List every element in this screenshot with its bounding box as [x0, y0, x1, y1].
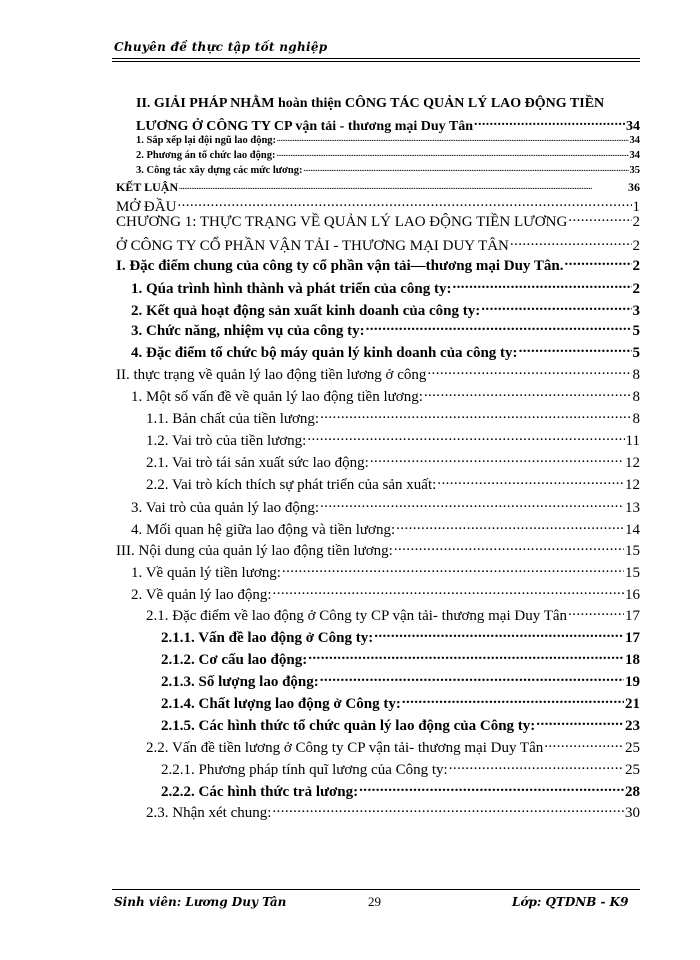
toc-entry-title: MỞ ĐẦU	[116, 198, 177, 215]
leader-dots	[366, 319, 632, 335]
toc-entry-title: Ở CÔNG TY CỔ PHẦN VẬN TẢI - THƯƠNG MẠI DUY TÂN	[116, 237, 509, 254]
toc-entry-page: 30	[625, 804, 640, 821]
toc-entry-title: 2.2. Vấn đề tiền lương ở Công ty CP vận tải- thương mại Duy Tân	[146, 739, 544, 756]
leader-dots	[402, 692, 624, 708]
toc-entry	[136, 132, 640, 146]
toc-entry-title: 2. Phương án tổ chức lao động:	[136, 150, 276, 162]
footer-class: Lớp: QTDNB - K9	[512, 895, 629, 909]
leader-dots	[568, 210, 631, 226]
running-header: Chuyên đề thực tập tốt nghiệp	[114, 40, 328, 54]
toc-entry-title: 1. Sắp xếp lại đội ngũ lao động:	[136, 135, 277, 147]
toc-entry-title: 2.1. Đặc điểm về lao động ở Công ty CP vận tải- thương mại Duy Tân	[146, 607, 568, 624]
toc-entry-page: 25	[625, 761, 640, 778]
toc-entry	[161, 670, 640, 691]
toc-entry-title: 3. Chức năng, nhiệm vụ của công ty:	[131, 322, 365, 339]
toc-entry-page: 34	[629, 135, 640, 147]
toc-entry	[131, 385, 640, 406]
toc-entry-page: 34	[626, 118, 640, 134]
leader-dots	[273, 583, 624, 599]
toc-entry-page: 2	[632, 237, 640, 254]
toc-entry-title: 2.1.3. Số lượng lao động:	[161, 673, 319, 690]
leader-dots	[370, 451, 624, 467]
toc-entry	[146, 736, 640, 757]
toc-entry-page: 11	[625, 432, 640, 449]
leader-dots	[374, 626, 624, 642]
leader-dots	[424, 385, 632, 401]
leader-dots	[565, 254, 632, 270]
toc-entry-title: LƯƠNG Ở CÔNG TY CP vận tải - thương mại Duy Tân	[136, 118, 474, 134]
toc-entry-title: 2.1.2. Cơ cấu lao động:	[161, 651, 308, 668]
toc-entry-title: 3. Công tác xây dựng các mức lương:	[136, 165, 303, 177]
toc-entry	[161, 692, 640, 713]
toc-entry	[131, 319, 640, 340]
toc-entry	[116, 178, 640, 195]
toc-entry-title: 4. Đặc điểm tổ chức bộ máy quản lý kinh doanh của công ty:	[131, 344, 518, 361]
toc-entry-page: 1	[632, 198, 640, 215]
toc-entry-page: 2	[632, 213, 640, 230]
toc-entry-title: CHƯƠNG 1: THỰC TRẠNG VỀ QUẢN LÝ LAO ĐỘNG TIỀN LƯƠNG	[116, 213, 568, 230]
toc-entry-title: 1. Qúa trình hình thành và phát triển của công ty:	[131, 280, 452, 297]
leader-dots	[452, 277, 631, 293]
toc-entry-page: 18	[625, 651, 640, 668]
leader-dots	[320, 670, 624, 686]
toc-entry-page: 2	[632, 280, 640, 297]
toc-entry	[146, 801, 640, 822]
leader-dots	[396, 518, 624, 534]
toc-entry-page: 16	[625, 586, 640, 603]
toc-entry	[146, 451, 640, 472]
footer-student: Sinh viên: Lương Duy Tân	[114, 895, 287, 909]
toc-entry-page: 2	[632, 257, 640, 274]
toc-entry	[131, 561, 640, 582]
leader-dots	[320, 407, 631, 423]
leader-dots	[544, 736, 624, 752]
toc-entry	[116, 254, 640, 275]
toc-entry-page: 25	[625, 739, 640, 756]
leader-dots	[427, 363, 631, 379]
toc-entry	[161, 780, 640, 801]
leader-dots	[394, 539, 624, 555]
leader-dots	[449, 758, 624, 774]
toc-entry-page: 5	[632, 322, 640, 339]
toc-entry-title: 2.3. Nhận xét chung:	[146, 804, 272, 821]
leader-dots	[303, 162, 628, 173]
toc-entry-page: 12	[625, 476, 640, 493]
toc-entry-title: 2.1. Vai trò tái sản xuất sức lao động:	[146, 454, 369, 471]
toc-entry-page: 13	[625, 499, 640, 516]
toc-entry-title: 2.2. Vai trò kích thích sự phát triển của sản xuất:	[146, 476, 437, 493]
leader-dots	[519, 341, 632, 357]
toc-entry-title: 2. Kết quả hoạt động sản xuất kinh doanh của công ty:	[131, 302, 481, 319]
toc-entry-page: 28	[625, 783, 640, 800]
toc-entry-title: KẾT LUẬN	[116, 179, 179, 194]
toc-entry-page: 8	[632, 388, 640, 405]
toc-entry-title: I. Đặc điểm chung của công ty cổ phần vận tải—thương mại Duy Tân.	[116, 257, 564, 274]
toc-entry	[161, 714, 640, 735]
toc-entry	[116, 539, 640, 560]
header-rule-bottom	[112, 61, 640, 62]
header-rule-top	[112, 58, 640, 59]
toc-entry	[136, 162, 640, 176]
toc-entry-page: 8	[632, 366, 640, 383]
toc-entry-title: 2.1.1. Vấn đề lao động ở Công ty:	[161, 629, 374, 646]
toc-entry	[131, 496, 640, 517]
toc-entry-title: 4. Mối quan hệ giữa lao động và tiền lương:	[131, 521, 396, 538]
toc-entry-page: 14	[625, 521, 640, 538]
leader-dots	[320, 496, 624, 512]
leader-dots	[179, 178, 627, 191]
leader-dots	[510, 234, 632, 250]
toc-entry-title: 2.1.5. Các hình thức tổ chức quản lý lao động của Công ty:	[161, 717, 536, 734]
toc-entry	[146, 429, 640, 450]
leader-dots	[474, 115, 625, 130]
toc-entry-title: 2. Về quản lý lao động:	[131, 586, 272, 603]
toc-entry-page: 19	[625, 673, 640, 690]
toc-entry	[116, 210, 640, 231]
toc-entry	[116, 363, 640, 384]
leader-dots	[481, 299, 631, 315]
toc-entry-page: 34	[629, 150, 640, 162]
toc-entry-page: 15	[625, 542, 640, 559]
toc-entry	[131, 341, 640, 362]
toc-entry-page: 8	[632, 410, 640, 427]
leader-dots	[568, 604, 624, 620]
footer-page-number: 29	[368, 894, 381, 909]
toc-entry	[131, 277, 640, 298]
leader-dots	[272, 801, 624, 817]
leader-dots	[277, 132, 628, 143]
toc-entry	[161, 758, 640, 779]
toc-entry	[146, 407, 640, 428]
leader-dots	[282, 561, 624, 577]
leader-dots	[177, 195, 631, 211]
toc-entry-title: 1.2. Vai trò của tiền lương:	[146, 432, 307, 449]
toc-entry	[146, 473, 640, 494]
toc-entry	[161, 648, 640, 669]
toc-entry	[161, 626, 640, 647]
toc-entry	[131, 518, 640, 539]
leader-dots	[307, 429, 624, 445]
toc-entry-page: 15	[625, 564, 640, 581]
toc-entry	[131, 583, 640, 604]
toc-entry-title: 2.2.2. Các hình thức trả lương:	[161, 783, 359, 800]
toc-entry-page: 21	[625, 695, 640, 712]
toc-entry	[146, 604, 640, 625]
toc-entry	[131, 299, 640, 320]
toc-entry-title: III. Nội dung của quản lý lao động tiền lương:	[116, 542, 393, 559]
toc-entry-page: 12	[625, 454, 640, 471]
toc-entry-title: 3. Vai trò của quản lý lao động:	[131, 499, 320, 516]
leader-dots	[536, 714, 624, 730]
toc-entry-page: 17	[625, 607, 640, 624]
toc-entry	[136, 147, 640, 161]
toc-entry-page: 5	[632, 344, 640, 361]
toc-entry-page: 35	[629, 165, 640, 177]
toc-entry-title: II. thực trạng về quản lý lao động tiền lương ở công	[116, 366, 427, 383]
leader-dots	[359, 780, 624, 796]
prev-heading-line1: II. GIẢI PHÁP NHẰM hoàn thiện CÔNG TÁC QUẢN LÝ LAO ĐỘNG TIỀN	[136, 96, 605, 111]
leader-dots	[437, 473, 624, 489]
toc-entry-title: 1. Một số vấn đề về quản lý lao động tiền lương:	[131, 388, 423, 405]
toc-entry-title: 1. Về quản lý tiền lương:	[131, 564, 281, 581]
toc-entry-title: 2.1.4. Chất lượng lao động ở Công ty:	[161, 695, 401, 712]
toc-entry	[116, 234, 640, 255]
toc-entry-title: 2.2.1. Phương pháp tính quĩ lương của Công ty:	[161, 761, 448, 778]
toc-entry-page: 3	[632, 302, 640, 319]
leader-dots	[276, 147, 628, 158]
toc-entry-page: 17	[625, 629, 640, 646]
toc-entry-page: 36	[628, 179, 640, 194]
toc-entry-page: 23	[625, 717, 640, 734]
leader-dots	[308, 648, 624, 664]
footer-rule	[112, 889, 640, 890]
toc-entry-title: 1.1. Bản chất của tiền lương:	[146, 410, 320, 427]
